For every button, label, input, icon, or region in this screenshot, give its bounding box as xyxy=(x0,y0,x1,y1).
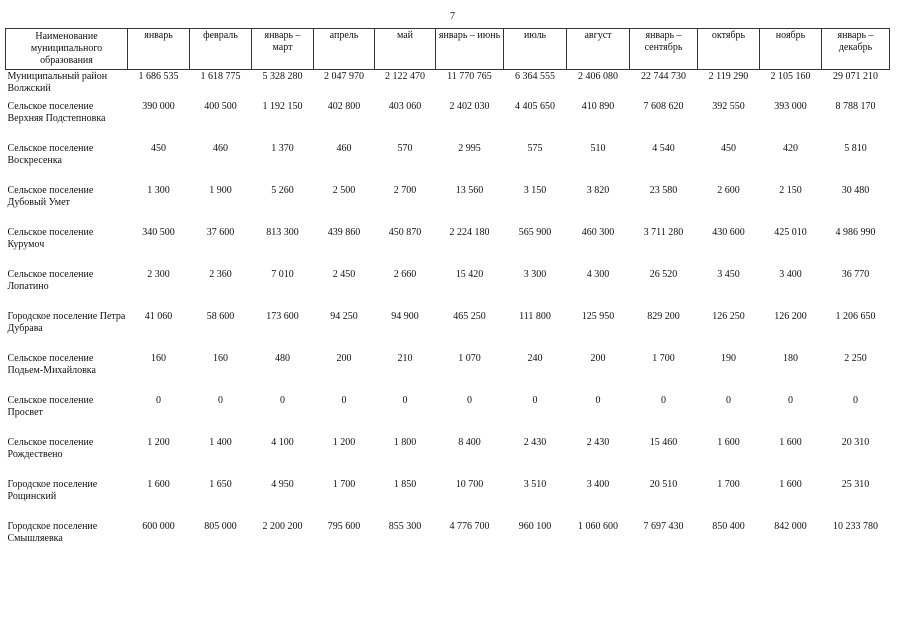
header-month: октябрь xyxy=(698,29,760,70)
table-row xyxy=(6,269,890,311)
row-value: 805 000 xyxy=(204,521,237,532)
row-value: 402 800 xyxy=(327,101,361,112)
row-value: 575 xyxy=(527,143,543,154)
row-value: 125 950 xyxy=(581,311,615,322)
row-value: 1 300 xyxy=(147,185,170,196)
row-name: Городское поселение Смышляевка xyxy=(7,521,98,544)
header-month: апрель xyxy=(314,29,375,70)
row-value: 2 995 xyxy=(458,143,481,154)
row-value: 1 370 xyxy=(271,143,294,154)
row-value: 1 600 xyxy=(147,479,170,490)
header-month: январь – декабрь xyxy=(822,29,890,70)
row-value: 4 300 xyxy=(586,269,610,280)
row-name: Муниципальный район Волжский xyxy=(7,71,108,94)
row-value: 842 000 xyxy=(774,521,807,532)
row-value: 10 700 xyxy=(455,479,484,490)
row-value: 13 560 xyxy=(455,185,484,196)
row-value: 2 406 080 xyxy=(578,71,618,82)
row-name: Сельское поселение Рождествено xyxy=(7,437,94,460)
row-value: 570 xyxy=(397,143,413,154)
row-value: 960 100 xyxy=(518,521,552,532)
row-value: 0 xyxy=(726,395,731,406)
row-value: 2 300 xyxy=(147,269,170,280)
row-value: 340 500 xyxy=(142,227,175,238)
row-value: 2 500 xyxy=(332,185,356,196)
row-value: 430 600 xyxy=(712,227,745,238)
row-value: 8 788 170 xyxy=(835,101,876,112)
row-value: 3 150 xyxy=(523,185,547,196)
row-value: 813 300 xyxy=(266,227,299,238)
row-value: 460 xyxy=(213,143,228,154)
row-value: 7 010 xyxy=(271,269,294,280)
row-value: 2 105 160 xyxy=(770,71,811,82)
row-value: 10 233 780 xyxy=(833,521,878,532)
row-value: 1 600 xyxy=(779,437,802,448)
row-name: Сельское поселение Просвет xyxy=(7,395,94,418)
table-row xyxy=(6,353,890,395)
row-value: 2 450 xyxy=(332,269,356,280)
row-value: 3 510 xyxy=(523,479,547,490)
row-value: 392 550 xyxy=(712,101,745,112)
row-value: 0 xyxy=(280,395,285,406)
row-value: 3 300 xyxy=(523,269,547,280)
row-value: 15 460 xyxy=(649,437,678,448)
row-value: 1 060 600 xyxy=(578,521,618,532)
row-name: Сельское поселение Воскресенка xyxy=(7,143,94,166)
row-value: 1 206 650 xyxy=(835,311,876,322)
header-row xyxy=(6,29,890,70)
header-month: январь – сентябрь xyxy=(630,29,698,70)
row-value: 0 xyxy=(156,395,161,406)
row-value: 400 500 xyxy=(204,101,237,112)
row-value: 829 200 xyxy=(647,311,680,322)
row-value: 2 047 970 xyxy=(324,71,364,82)
row-value: 410 890 xyxy=(581,101,615,112)
row-value: 1 850 xyxy=(393,479,417,490)
table-row xyxy=(6,437,890,479)
row-value: 565 900 xyxy=(518,227,552,238)
row-name: Сельское поселение Лопатино xyxy=(7,269,94,292)
row-name: Городское поселение Рощинский xyxy=(7,479,98,502)
row-value: 393 000 xyxy=(774,101,807,112)
row-value: 200 xyxy=(336,353,352,364)
row-value: 6 364 555 xyxy=(515,71,555,82)
row-value: 1 650 xyxy=(209,479,232,490)
row-value: 0 xyxy=(788,395,793,406)
row-value: 460 300 xyxy=(581,227,615,238)
row-value: 460 xyxy=(336,143,352,154)
header-month: январь xyxy=(128,29,190,70)
row-value: 855 300 xyxy=(388,521,422,532)
row-value: 600 000 xyxy=(142,521,175,532)
table-body xyxy=(6,70,890,564)
row-name: Сельское поселение Верхняя Подстепновка xyxy=(7,101,106,124)
row-value: 3 450 xyxy=(717,269,740,280)
row-value: 240 xyxy=(527,353,543,364)
table-row xyxy=(6,185,890,227)
table-row xyxy=(6,395,890,437)
page-number: 7 xyxy=(450,11,455,22)
row-value: 7 608 620 xyxy=(643,101,684,112)
row-value: 425 010 xyxy=(774,227,807,238)
row-value: 111 800 xyxy=(519,311,551,322)
row-value: 37 600 xyxy=(206,227,235,238)
row-value: 439 860 xyxy=(327,227,361,238)
row-value: 1 700 xyxy=(332,479,356,490)
row-value: 0 xyxy=(853,395,858,406)
row-value: 403 060 xyxy=(388,101,422,112)
row-value: 94 250 xyxy=(330,311,358,322)
row-value: 200 xyxy=(590,353,606,364)
row-value: 2 150 xyxy=(779,185,802,196)
row-value: 160 xyxy=(213,353,228,364)
row-value: 4 776 700 xyxy=(449,521,490,532)
row-value: 30 480 xyxy=(841,185,870,196)
header-month: ноябрь xyxy=(760,29,822,70)
row-value: 5 810 xyxy=(844,143,867,154)
row-value: 29 071 210 xyxy=(833,71,878,82)
row-value: 480 xyxy=(275,353,290,364)
row-value: 1 686 535 xyxy=(138,71,179,82)
row-value: 1 618 775 xyxy=(200,71,241,82)
header-month: июль xyxy=(504,29,567,70)
row-value: 0 xyxy=(467,395,472,406)
row-value: 58 600 xyxy=(206,311,235,322)
row-value: 450 870 xyxy=(388,227,422,238)
row-value: 1 192 150 xyxy=(262,101,303,112)
row-name: Городское поселение Петра Дубрава xyxy=(7,311,126,334)
row-name: Сельское поселение Подьем-Михайловка xyxy=(7,353,96,376)
row-value: 0 xyxy=(341,395,347,406)
row-value: 5 260 xyxy=(271,185,294,196)
row-value: 160 xyxy=(151,353,166,364)
row-value: 4 405 650 xyxy=(515,101,555,112)
row-value: 850 400 xyxy=(712,521,745,532)
header-month: август xyxy=(567,29,630,70)
table-row xyxy=(6,143,890,185)
table-row xyxy=(6,311,890,353)
row-name: Сельское поселение Курумоч xyxy=(7,227,94,250)
header-month: май xyxy=(375,29,436,70)
row-value: 26 520 xyxy=(649,269,678,280)
row-value: 3 820 xyxy=(586,185,610,196)
row-value: 3 400 xyxy=(586,479,610,490)
row-name: Сельское поселение Дубовый Умет xyxy=(7,185,94,208)
row-value: 23 580 xyxy=(649,185,678,196)
row-value: 3 711 280 xyxy=(643,227,684,238)
row-value: 2 430 xyxy=(586,437,610,448)
row-value: 4 100 xyxy=(271,437,294,448)
row-value: 2 360 xyxy=(209,269,232,280)
row-value: 5 328 280 xyxy=(262,71,303,82)
data-table xyxy=(5,28,890,563)
row-value: 795 600 xyxy=(327,521,361,532)
row-value: 15 420 xyxy=(455,269,484,280)
row-value: 1 400 xyxy=(209,437,232,448)
row-value: 1 200 xyxy=(332,437,356,448)
row-value: 11 770 765 xyxy=(447,71,492,82)
row-value: 1 900 xyxy=(209,185,232,196)
row-value: 4 540 xyxy=(652,143,675,154)
row-value: 126 200 xyxy=(774,311,807,322)
row-value: 2 402 030 xyxy=(449,101,490,112)
table-row xyxy=(6,101,890,143)
row-value: 41 060 xyxy=(144,311,173,322)
header-name: Наименование муниципального образования xyxy=(6,29,128,70)
row-value: 1 700 xyxy=(652,353,675,364)
table-row xyxy=(6,521,890,563)
row-value: 465 250 xyxy=(453,311,486,322)
row-value: 2 224 180 xyxy=(449,227,490,238)
row-value: 4 986 990 xyxy=(835,227,876,238)
table-row xyxy=(6,70,890,102)
row-value: 450 xyxy=(721,143,736,154)
row-value: 1 800 xyxy=(393,437,417,448)
row-value: 390 000 xyxy=(142,101,175,112)
row-value: 1 700 xyxy=(717,479,740,490)
row-value: 20 310 xyxy=(841,437,870,448)
row-value: 126 250 xyxy=(712,311,745,322)
header-month: февраль xyxy=(190,29,252,70)
row-value: 0 xyxy=(218,395,223,406)
row-value: 173 600 xyxy=(266,311,299,322)
row-value: 25 310 xyxy=(841,479,870,490)
row-value: 2 122 470 xyxy=(385,71,425,82)
row-value: 20 510 xyxy=(649,479,678,490)
row-value: 450 xyxy=(151,143,166,154)
row-value: 8 400 xyxy=(458,437,481,448)
header-month: январь – июнь xyxy=(436,29,504,70)
header-month: январь – март xyxy=(252,29,314,70)
row-value: 2 430 xyxy=(523,437,547,448)
row-value: 2 119 290 xyxy=(708,71,749,82)
table-row xyxy=(6,227,890,269)
row-value: 1 600 xyxy=(779,479,802,490)
row-value: 3 400 xyxy=(779,269,802,280)
row-value: 2 660 xyxy=(393,269,417,280)
row-value: 2 250 xyxy=(844,353,867,364)
row-value: 0 xyxy=(595,395,601,406)
row-value: 1 070 xyxy=(458,353,481,364)
row-value: 0 xyxy=(532,395,538,406)
row-value: 1 200 xyxy=(147,437,170,448)
row-value: 7 697 430 xyxy=(643,521,684,532)
row-value: 190 xyxy=(721,353,736,364)
row-value: 36 770 xyxy=(841,269,870,280)
row-value: 510 xyxy=(590,143,606,154)
row-value: 0 xyxy=(402,395,408,406)
row-value: 94 900 xyxy=(391,311,419,322)
row-value: 210 xyxy=(397,353,413,364)
row-value: 22 744 730 xyxy=(641,71,686,82)
row-value: 2 200 200 xyxy=(262,521,303,532)
table-row xyxy=(6,479,890,521)
row-value: 1 600 xyxy=(717,437,740,448)
row-value: 2 700 xyxy=(393,185,417,196)
row-value: 4 950 xyxy=(271,479,294,490)
row-value: 420 xyxy=(783,143,798,154)
row-value: 0 xyxy=(661,395,666,406)
row-value: 2 600 xyxy=(717,185,740,196)
row-value: 180 xyxy=(783,353,798,364)
